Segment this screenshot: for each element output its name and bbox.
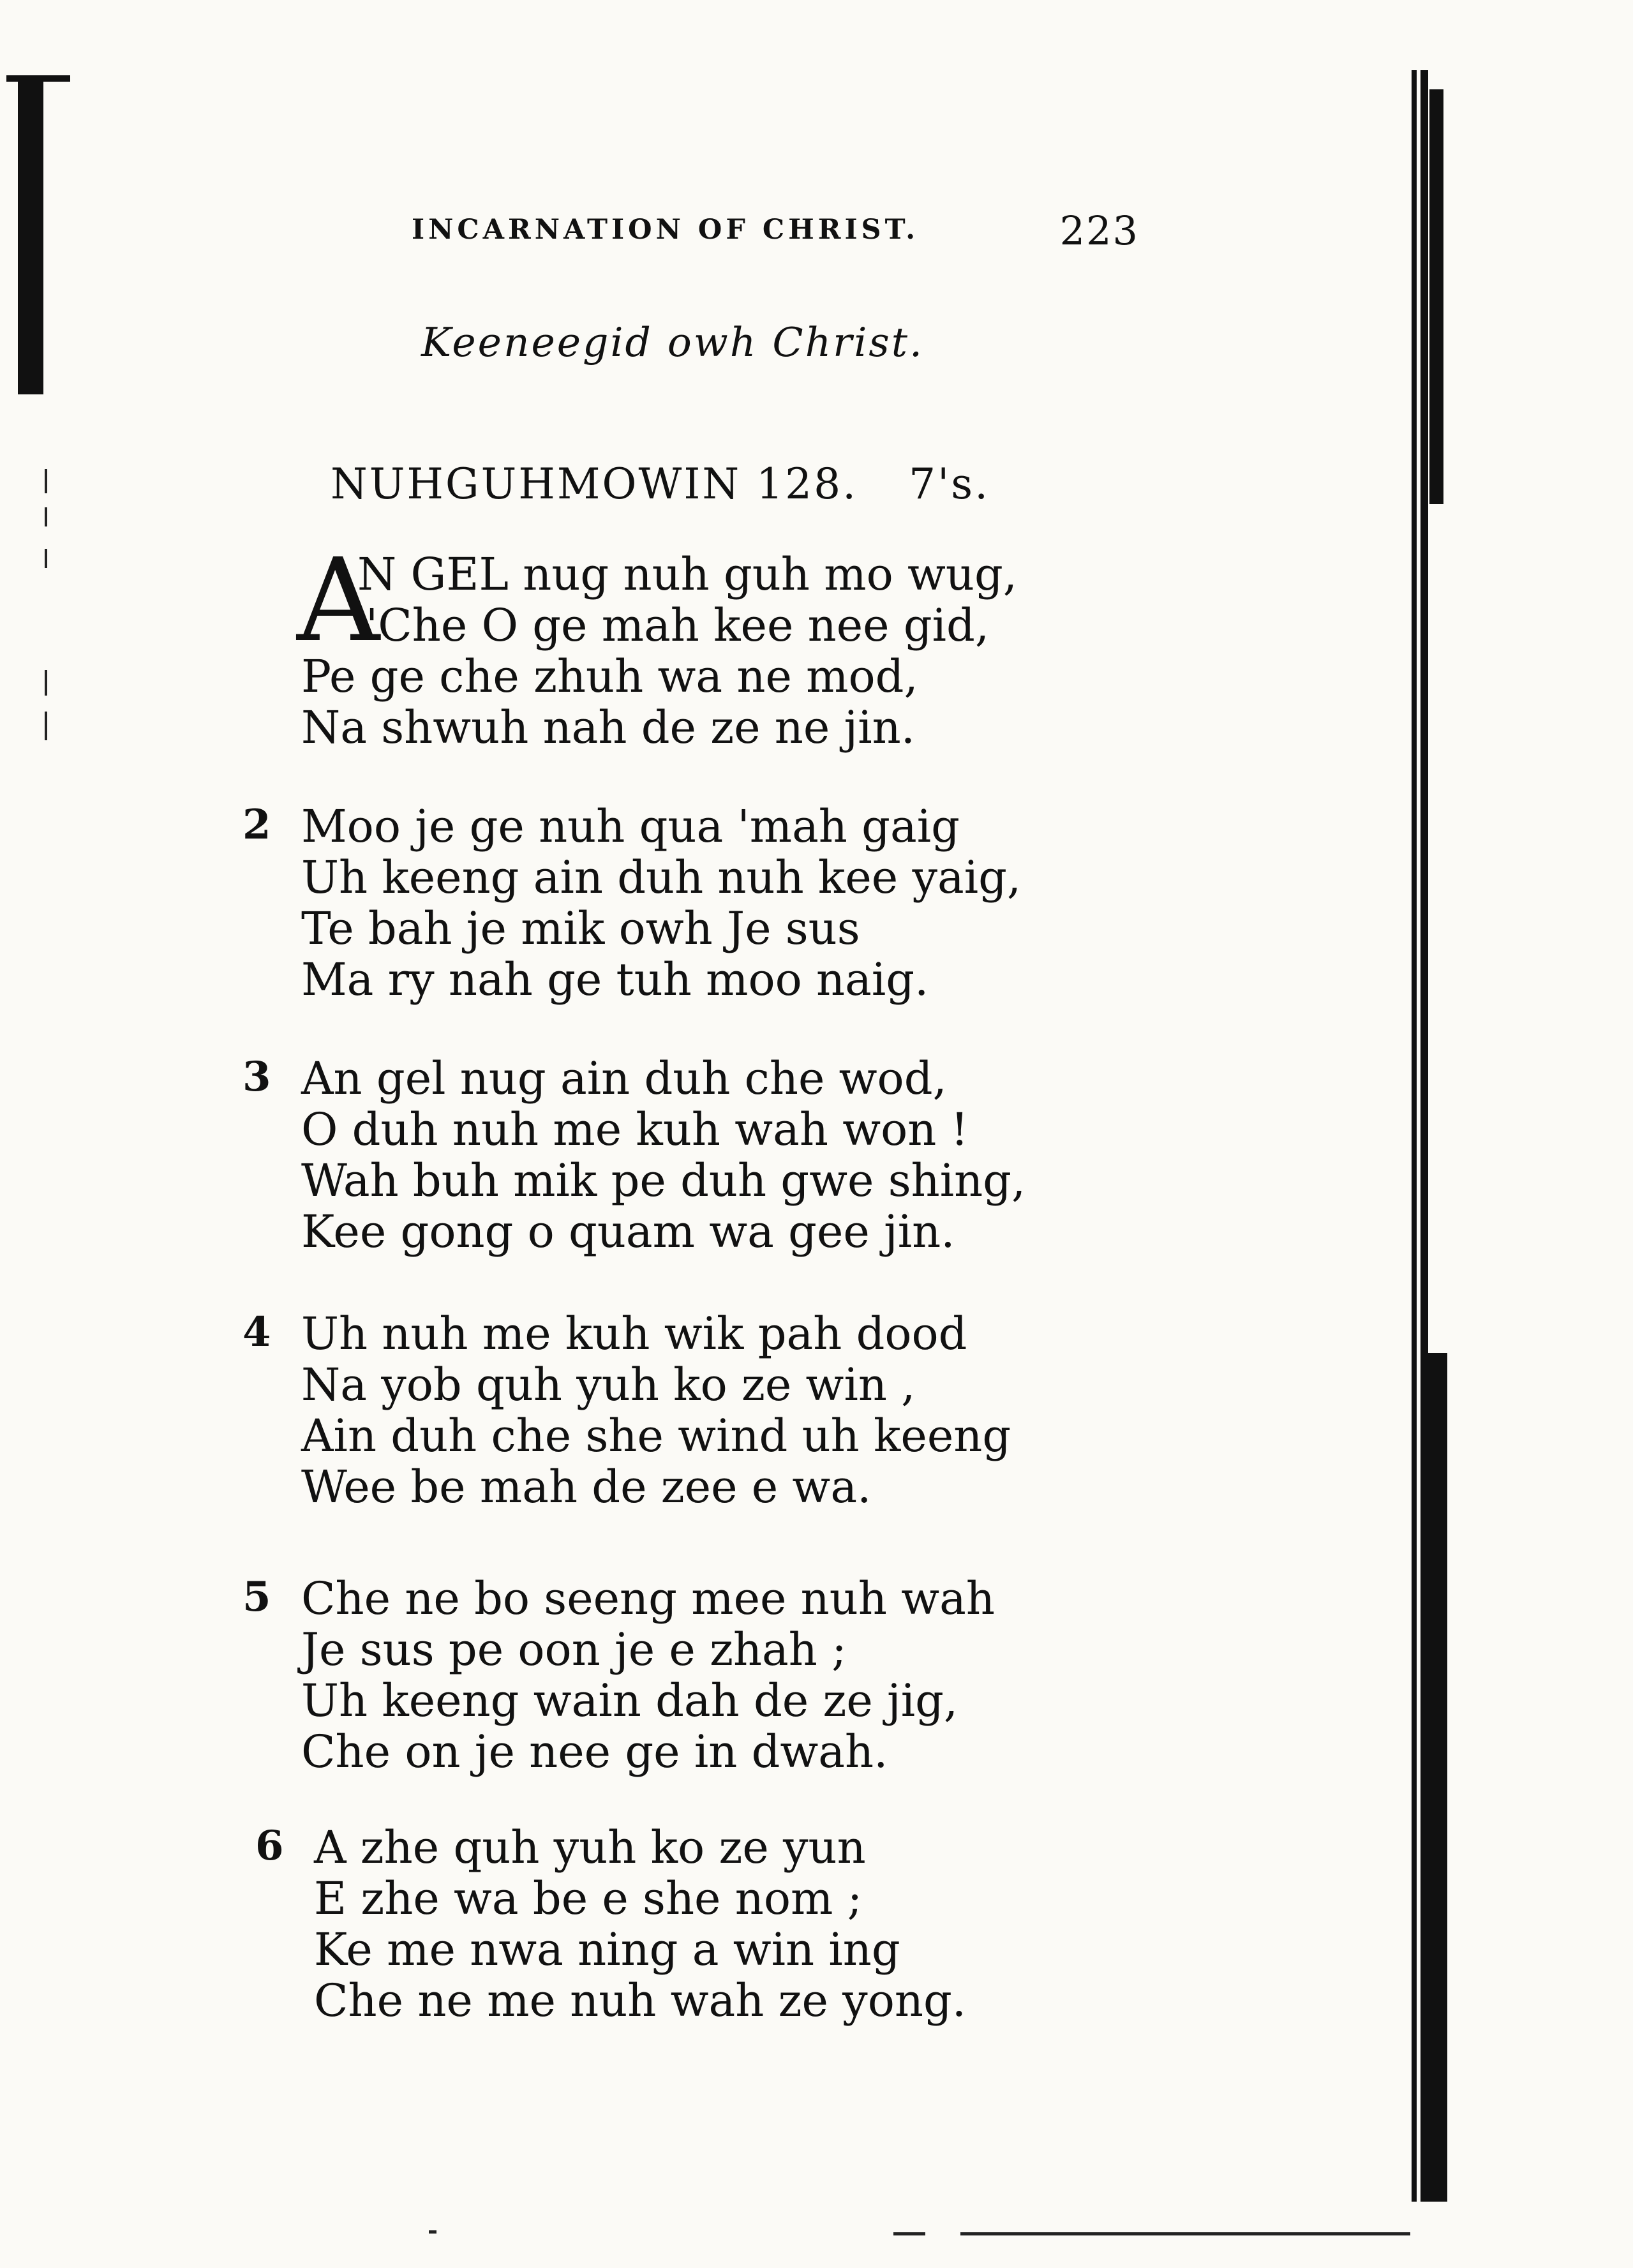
verse-line: Ke me nwa ning a win ing (314, 1923, 900, 1976)
scan-mark (45, 712, 47, 740)
stanza-number: 2 (242, 801, 271, 849)
scan-mark-bottom (893, 2232, 925, 2235)
verse-line: Wah buh mik pe duh gwe shing, (301, 1154, 1026, 1207)
scan-mark (45, 549, 47, 568)
verse-line: Moo je ge nuh qua 'mah gaig (301, 800, 960, 853)
page-number: 223 (1059, 207, 1139, 254)
verse-line: Te bah je mik owh Je sus (301, 902, 860, 955)
verse-line: Je sus pe oon je e zhah ; (301, 1623, 847, 1676)
stanza-number: 6 (255, 1822, 284, 1870)
binding-edge-left-cap (6, 75, 70, 82)
verse-line: Che ne bo seeng mee nuh wah (301, 1572, 995, 1625)
scan-mark (45, 469, 47, 493)
binding-edge-left (18, 75, 43, 394)
binding-rule-right-heavy (1428, 1353, 1447, 2202)
running-title: INCARNATION OF CHRIST. (412, 214, 920, 246)
verse-line: Kee gong o quam wa gee jin. (301, 1205, 955, 1258)
verse-line: A zhe quh yuh ko ze yun (314, 1821, 866, 1874)
stanza-number: 3 (242, 1053, 271, 1101)
binding-rule-right (1412, 70, 1417, 2202)
scan-mark (45, 507, 47, 526)
running-head (412, 207, 1139, 265)
drop-cap: A (297, 534, 380, 668)
verse-line: Che on je nee ge in dwah. (301, 1726, 888, 1778)
verse-line: Uh keeng ain duh nuh kee yaig, (301, 851, 1022, 904)
verse-line: Ain duh che she wind uh keeng (301, 1410, 1011, 1462)
hymn-meter: 7's. (909, 459, 990, 509)
scan-mark-bottom (960, 2232, 1410, 2235)
subtitle: Keeneegid owh Christ. (421, 319, 925, 366)
verse-line: E zhe wa be e she nom ; (314, 1872, 863, 1925)
verse-line: Pe ge che zhuh wa ne mod, (301, 650, 918, 703)
verse-line: Uh nuh me kuh wik pah dood (301, 1308, 967, 1360)
hymn-number: NUHGUHMOWIN 128. (331, 459, 858, 509)
scan-mark-bottom (429, 2230, 436, 2234)
hymn-heading (331, 459, 990, 509)
binding-rule-right-heavy (1429, 89, 1443, 504)
verse-line: 'Che O ge mah kee nee gid, (366, 599, 990, 652)
verse-line: Na yob quh yuh ko ze win , (301, 1359, 916, 1411)
scan-mark (45, 670, 47, 696)
verse-line: Na shwuh nah de ze ne jin. (301, 701, 915, 754)
verse-line: Ma ry nah ge tuh moo naig. (301, 953, 929, 1006)
verse-line: O duh nuh me kuh wah won ! (301, 1103, 969, 1156)
stanza-number: 4 (242, 1308, 271, 1356)
verse-line: Wee be mah de zee e wa. (301, 1461, 872, 1513)
verse-line: An gel nug ain duh che wod, (301, 1052, 947, 1105)
binding-rule-right (1420, 70, 1428, 2202)
verse-line: Uh keeng wain dah de ze jig, (301, 1675, 958, 1727)
verse-line: N GEL nug nuh guh mo wug, (357, 548, 1018, 601)
stanza-number: 5 (242, 1573, 271, 1621)
verse-line: Che ne me nuh wah ze yong. (314, 1974, 967, 2027)
